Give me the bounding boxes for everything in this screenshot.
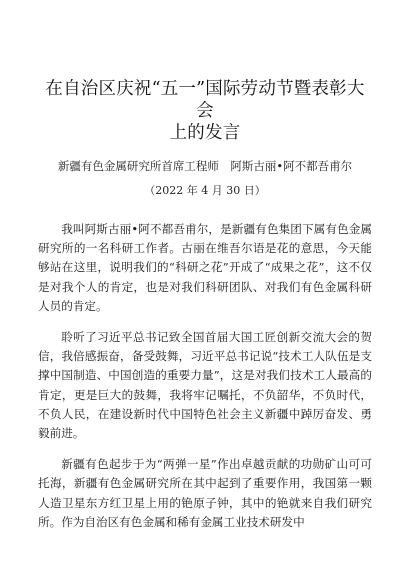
speaker-byline: 新疆有色金属研究所首席工程师 阿斯古丽•阿不都吾甫尔: [57, 159, 353, 173]
paragraph-introduction: 我叫阿斯古丽•阿不都吾甫尔，是新疆有色集团下属有色金属研究所的一名科研工作者。古丽在维吾尔语是花的意思，今天能够站在这里，说明我们的“科研之花”开成了“成果之花”，这不仅是对我个人的肯定，也是对我们科研团队、对我们有色金属科研人员的肯定。: [38, 222, 372, 313]
speech-title-line-1: 在自治区庆祝“五一”国际劳动节暨表彰大会: [45, 79, 365, 121]
paragraph-congratulatory-letter: 聆听了习近平总书记致全国首届大国工匠创新交流大会的贺信，我倍感振奋，备受鼓舞，习近平总书记说“技术工人队伍是支撑中国制造、中国创造的重要力量”，这是对我们技术工人最高的肯定，更是巨大的鼓舞，我将牢记嘱托，不负韶华，不负时代，不负人民，在建设新时代中国特色社会主义新疆中踔厉奋发、勇毅前进。: [38, 330, 372, 441]
speech-body: [38, 220, 372, 532]
paragraph-history: 新疆有色起步于为“两弹一星”作出卓越贡献的功勋矿山可可托海，新疆有色金属研究所在其中起到了重要作用，我国第一颗人造卫星东方红卫星上用的铯原子钟，其中的铯就来自我们研究所。作为自治区有色金属和稀有金属工业技术研发中: [38, 457, 372, 529]
speech-title-line-2: 上的发言: [169, 123, 241, 143]
speech-title: [38, 78, 372, 144]
speech-date: （2022 年 4 月 30 日）: [144, 184, 266, 197]
